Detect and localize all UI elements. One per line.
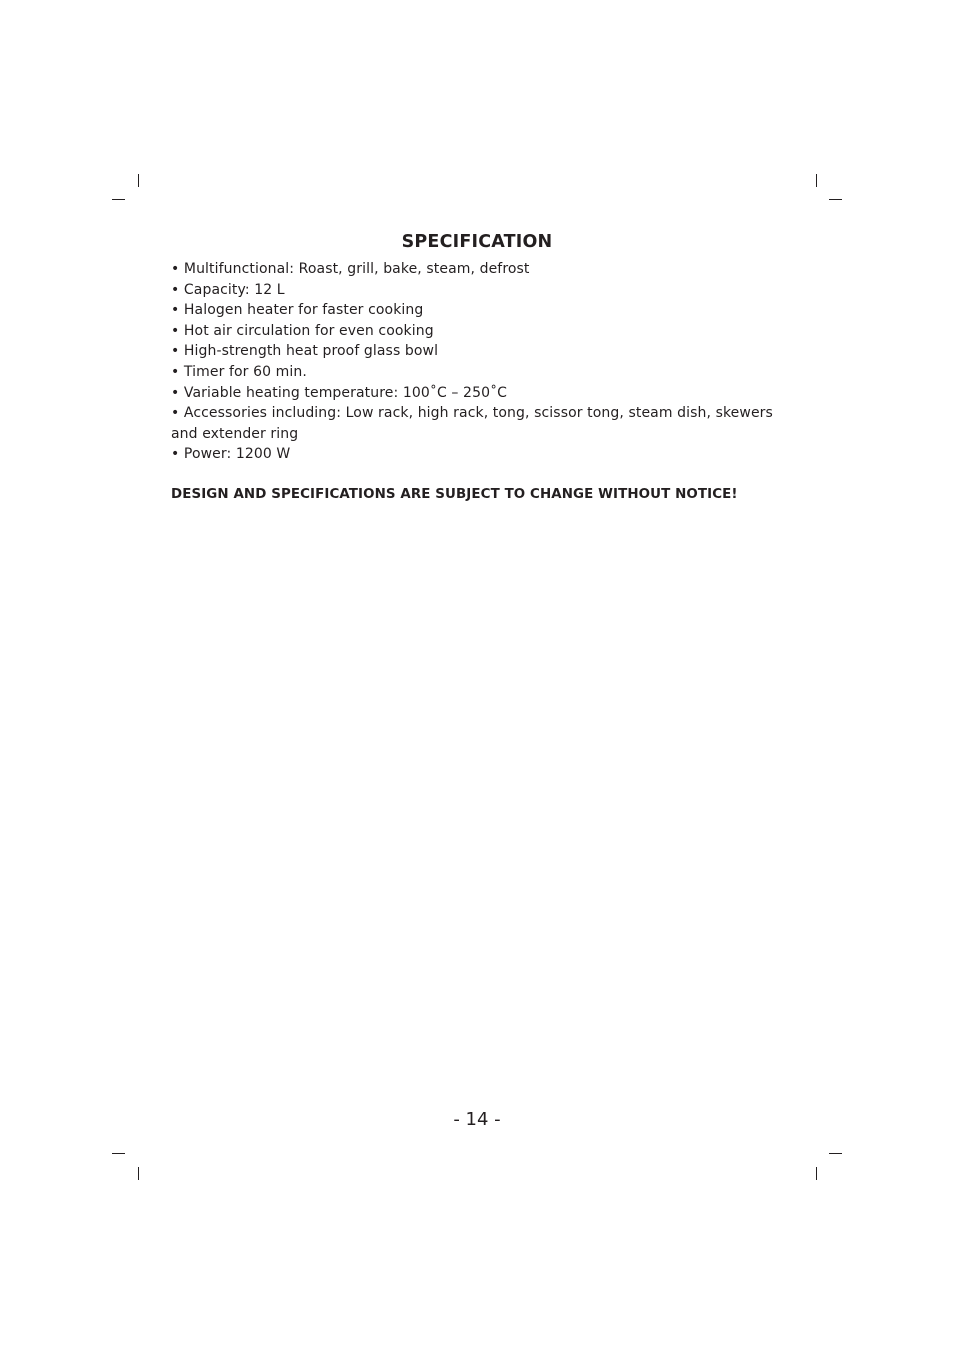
crop-mark-bottom-right-horizontal [829,1153,842,1154]
change-notice: DESIGN AND SPECIFICATIONS ARE SUBJECT TO CHANGE WITHOUT NOTICE! [171,486,738,502]
spec-item: • Accessories including: Low rack, high rack, tong, scissor tong, steam dish, skewers and extender ring [171,405,773,442]
crop-mark-bottom-left-horizontal [112,1153,125,1154]
crop-mark-top-right-vertical [816,174,817,187]
spec-item: • Multifunctional: Roast, grill, bake, steam, defrost [171,261,530,277]
crop-mark-top-left-horizontal [112,199,125,200]
spec-item: • High-strength heat proof glass bowl [171,343,439,360]
spec-item: • Capacity: 12 L [171,281,285,298]
spec-list [171,259,783,465]
spec-item: • Timer for 60 min. [171,363,307,380]
spec-item: • Power: 1200 W [171,446,291,463]
spec-item: • Variable heating temperature: 100˚C – 250˚C [171,384,508,401]
crop-mark-bottom-left-vertical [138,1167,139,1180]
spec-item: • Halogen heater for faster cooking [171,302,424,319]
crop-mark-top-right-horizontal [829,199,842,200]
page-title: SPECIFICATION [401,232,553,252]
page-number: - 14 - [453,1109,501,1130]
crop-mark-top-left-vertical [138,174,139,187]
specification-section [171,230,783,505]
crop-mark-bottom-right-vertical [816,1167,817,1180]
spec-item: • Hot air circulation for even cooking [171,322,434,339]
